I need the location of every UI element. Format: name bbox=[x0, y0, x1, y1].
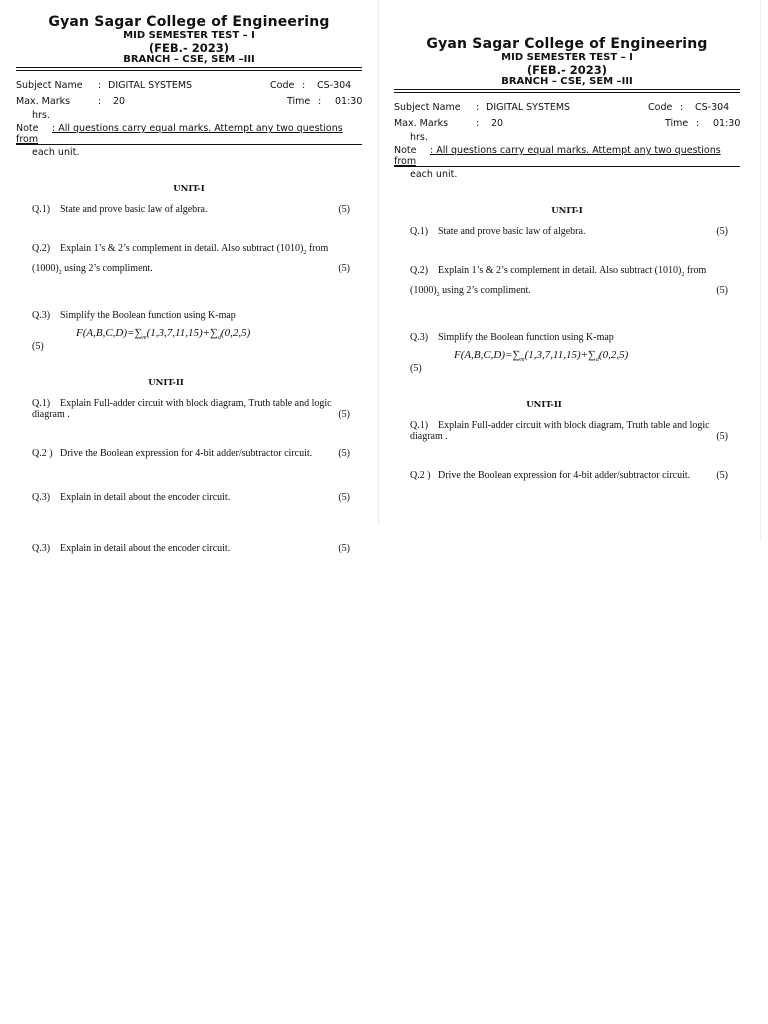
header-rule bbox=[394, 89, 740, 93]
code-colon: : bbox=[302, 80, 306, 91]
hrs: hrs. bbox=[410, 132, 428, 143]
marks-row bbox=[394, 118, 740, 132]
q3-marks: (5) bbox=[410, 363, 422, 375]
unit-1-heading: UNIT-I bbox=[173, 184, 205, 194]
q-marks: (5) bbox=[338, 263, 350, 274]
q-number: Q.1) bbox=[410, 420, 429, 432]
branch: BRANCH – CSE, SEM –III bbox=[123, 54, 255, 65]
marks-colon: : bbox=[98, 96, 102, 107]
code-colon: : bbox=[680, 102, 684, 113]
q-text: Drive the Boolean expression for 4-bit adder/subtractor circuit. bbox=[60, 448, 313, 460]
note-text: : All questions carry equal marks. Attempt any two questions from bbox=[394, 145, 721, 167]
unit-2-heading: UNIT-II bbox=[526, 400, 562, 411]
q-number: Q.2 ) bbox=[32, 448, 53, 460]
college-name: Gyan Sagar College of Engineering bbox=[48, 14, 330, 30]
question-u1-q3 bbox=[16, 310, 362, 321]
q-text: Explain in detail about the encoder circuit. bbox=[60, 543, 231, 555]
q-number: Q.3) bbox=[32, 310, 51, 321]
unit-1-heading: UNIT-I bbox=[551, 206, 583, 216]
question-u2-q3-repeat bbox=[16, 543, 362, 554]
marks-value: 20 bbox=[113, 96, 126, 107]
time-label: Time bbox=[287, 96, 311, 107]
subject-row bbox=[16, 80, 362, 94]
question-u2-q2 bbox=[16, 448, 362, 459]
column-separator bbox=[378, 0, 379, 525]
question-u2-q3 bbox=[16, 492, 362, 503]
q-marks: (5) bbox=[338, 409, 350, 421]
branch: BRANCH – CSE, SEM –III bbox=[501, 76, 633, 87]
subject-colon: : bbox=[98, 80, 102, 91]
question-u2-q2 bbox=[394, 470, 740, 481]
q-marks: (5) bbox=[338, 492, 350, 504]
q-text: State and prove basic law of algebra. bbox=[438, 226, 586, 237]
boolean-formula: $F(A,B,C,D)=\sum_m(1,3,7,11,15)+\sum_d(0,2,5)$ bbox=[76, 327, 251, 342]
right-page-edge bbox=[760, 0, 761, 540]
question-u2-q1: Q.1) Explain Full-adder circuit with block diagram, Truth table and logic diagram . (5) bbox=[410, 420, 728, 443]
q-text: Explain 1’s & 2’s complement in detail. Also subtract bbox=[438, 265, 655, 276]
marks-label: Max. Marks bbox=[16, 96, 71, 107]
marks-colon: : bbox=[476, 118, 480, 129]
time-value: 01:30 bbox=[335, 96, 363, 107]
question-u1-q1 bbox=[394, 226, 740, 237]
q-number: Q.3) bbox=[410, 332, 429, 343]
q-marks: (5) bbox=[716, 470, 728, 482]
q-marks: (5) bbox=[716, 285, 728, 296]
header-rule bbox=[16, 67, 362, 71]
marks-value: 20 bbox=[491, 118, 504, 129]
q-marks: (5) bbox=[716, 226, 728, 237]
q-number: Q.1) bbox=[32, 204, 51, 215]
q-text: Drive the Boolean expression for 4-bit adder/subtractor circuit. bbox=[438, 470, 691, 482]
note bbox=[394, 145, 740, 167]
code-label: Code bbox=[648, 102, 673, 113]
time-colon: : bbox=[696, 118, 700, 129]
q-text: Simplify the Boolean function using K-map bbox=[438, 332, 614, 343]
q-number: Q.2 ) bbox=[410, 470, 431, 482]
q-number: Q.3) bbox=[32, 543, 51, 555]
session: (FEB.- 2023) bbox=[148, 41, 230, 55]
subject-label: Subject Name bbox=[394, 102, 461, 113]
q-number: Q.1) bbox=[32, 398, 51, 410]
q-text: Explain 1’s & 2’s complement in detail. Also subtract bbox=[60, 243, 277, 254]
subject-value: DIGITAL SYSTEMS bbox=[108, 80, 193, 91]
q-number: Q.2) bbox=[32, 243, 51, 254]
note-label: Note bbox=[394, 145, 417, 156]
subject-colon: : bbox=[476, 102, 480, 113]
question-u1-q2: Q.2) Explain 1’s & 2’s complement in detail. Also subtract $(1010)_2$ from $(1000)_2$ using 2’s compliment. (5) bbox=[410, 265, 728, 298]
exam-copy-right bbox=[394, 36, 740, 481]
subject-label: Subject Name bbox=[16, 80, 83, 91]
code-label: Code bbox=[270, 80, 295, 91]
time-colon: : bbox=[318, 96, 322, 107]
q-text: Explain Full-adder circuit with block diagram, Truth table and logic bbox=[438, 420, 710, 432]
code-value: CS-304 bbox=[317, 80, 352, 91]
note-continued: each unit. bbox=[32, 147, 80, 158]
q-number: Q.3) bbox=[32, 492, 51, 504]
boolean-formula: $F(A,B,C,D)=\sum_m(1,3,7,11,15)+\sum_d(0,2,5)$ bbox=[454, 349, 629, 364]
q3-marks: (5) bbox=[32, 341, 44, 353]
q-marks: (5) bbox=[338, 448, 350, 460]
question-u1-q3 bbox=[394, 332, 740, 343]
q-marks: (5) bbox=[338, 543, 350, 555]
q-number: Q.2) bbox=[410, 265, 429, 276]
q-text: Explain Full-adder circuit with block diagram, Truth table and logic bbox=[60, 398, 332, 410]
note bbox=[16, 123, 362, 145]
q-text: Explain in detail about the encoder circuit. bbox=[60, 492, 231, 504]
note-text: : All questions carry equal marks. Attempt any two questions from bbox=[16, 123, 343, 145]
test-title: MID SEMESTER TEST – I bbox=[123, 30, 255, 41]
q-text: State and prove basic law of algebra. bbox=[60, 204, 208, 215]
test-title: MID SEMESTER TEST – I bbox=[501, 52, 633, 63]
college-name: Gyan Sagar College of Engineering bbox=[426, 36, 708, 52]
time-value: 01:30 bbox=[713, 118, 741, 129]
note-label: Note bbox=[16, 123, 39, 134]
question-u2-q1: Q.1) Explain Full-adder circuit with block diagram, Truth table and logic diagram . (5) bbox=[32, 398, 350, 421]
q-number: Q.1) bbox=[410, 226, 429, 237]
q-marks: (5) bbox=[716, 431, 728, 443]
session: (FEB.- 2023) bbox=[526, 63, 608, 77]
unit-2-heading: UNIT-II bbox=[148, 378, 184, 389]
marks-label: Max. Marks bbox=[394, 118, 449, 129]
question-u1-q1 bbox=[16, 204, 362, 215]
marks-row bbox=[16, 96, 362, 110]
note-continued: each unit. bbox=[410, 169, 458, 180]
time-label: Time bbox=[665, 118, 689, 129]
question-u1-q2: Q.2) Explain 1’s & 2’s complement in detail. Also subtract $(1010)_2$ from $(1000)_2$ using 2’s compliment. (5) bbox=[32, 243, 350, 276]
subject-row bbox=[394, 102, 740, 116]
code-value: CS-304 bbox=[695, 102, 730, 113]
subject-value: DIGITAL SYSTEMS bbox=[486, 102, 571, 113]
hrs: hrs. bbox=[32, 110, 50, 121]
q-marks: (5) bbox=[338, 204, 350, 215]
exam-copy-left bbox=[16, 14, 362, 554]
q-text: Simplify the Boolean function using K-map bbox=[60, 310, 236, 321]
